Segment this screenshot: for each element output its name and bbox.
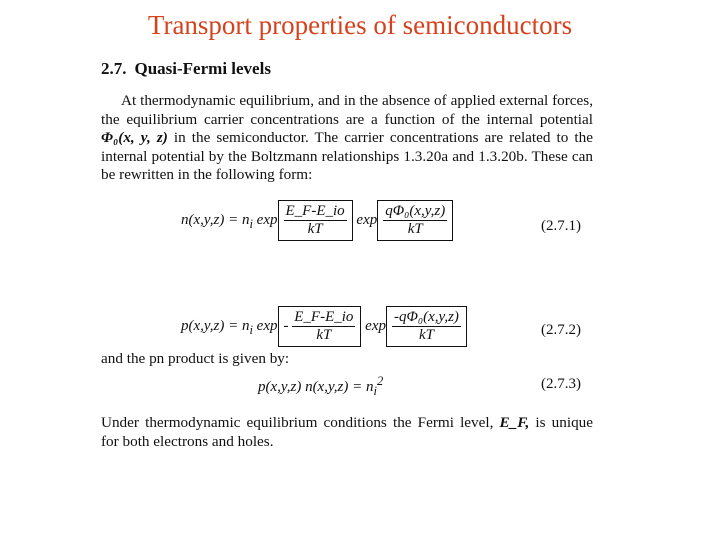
eq3-sup: 2: [377, 374, 384, 388]
fermi-level-symbol: E_F,: [499, 414, 530, 431]
intro-paragraph: [101, 92, 593, 185]
eq1-lhs-sub: i: [249, 216, 253, 231]
eq3-number: (2.7.3): [541, 376, 581, 392]
eq2-bracket2: [386, 306, 467, 347]
eq1-lhs: n(x,y,z) = n: [181, 211, 250, 228]
eq2-sign: -: [283, 317, 289, 334]
eq2-lhs-sub: i: [249, 322, 253, 337]
equation-2-7-3: [258, 374, 383, 399]
eq3-expr: p(x,y,z) n(x,y,z) = n: [258, 379, 374, 395]
eq1-exp1: exp: [256, 211, 278, 228]
eq2-number: (2.7.2): [541, 322, 581, 338]
slide-title: Transport properties of semiconductors: [147, 10, 573, 40]
eq2-bracket1: [278, 306, 362, 347]
section-number: 2.7.: [101, 59, 127, 78]
equation-2-7-2: [181, 306, 467, 347]
eq1-frac1-den: kT: [307, 221, 323, 237]
eq1-bracket2: [377, 200, 453, 241]
fermi-text-end: is unique for both electrons and holes.: [101, 414, 593, 450]
pn-product-intro: and the pn product is given by:: [101, 350, 290, 367]
fermi-level-paragraph: [101, 414, 593, 451]
fermi-text-start: Under thermodynamic equilibrium conditions the Fermi level,: [101, 414, 500, 431]
eq1-frac2-num: qΦ₀(x,y,z): [385, 203, 446, 219]
eq1-number: (2.7.1): [541, 218, 581, 234]
intro-text-start: At thermodynamic equilibrium, and in the absence of applied external forces, the equilibrium carrier concentrations are a function of the internal potential: [101, 92, 593, 128]
eq2-exp2: exp: [365, 317, 386, 334]
equation-2-7-1: [181, 200, 453, 241]
intro-text-end: in the semiconductor. The carrier concentrations are related to the internal potential by the Boltzmann relationships 1.3.20a and 1.3.20b. These can be rewritten in the following form:: [101, 129, 593, 184]
eq3-sub: i: [373, 384, 377, 398]
eq2-frac2-num: -qΦ₀(x,y,z): [393, 309, 459, 325]
eq2-frac1-num: E_F-E_io: [294, 309, 354, 325]
eq1-frac1-num: E_F-E_io: [285, 203, 345, 219]
eq2-lhs: p(x,y,z) = n: [181, 317, 250, 334]
eq2-exp1: exp: [256, 317, 278, 334]
section-title: Quasi-Fermi levels: [134, 59, 271, 78]
eq1-exp2: exp: [356, 211, 378, 228]
eq2-frac2-den: kT: [418, 327, 434, 343]
section-heading: [101, 59, 279, 79]
internal-potential-symbol: Φ₀(x, y, z): [101, 129, 168, 147]
eq2-frac1-den: kT: [316, 327, 332, 343]
eq1-bracket1: [278, 200, 353, 241]
eq1-frac2-den: kT: [407, 221, 423, 237]
